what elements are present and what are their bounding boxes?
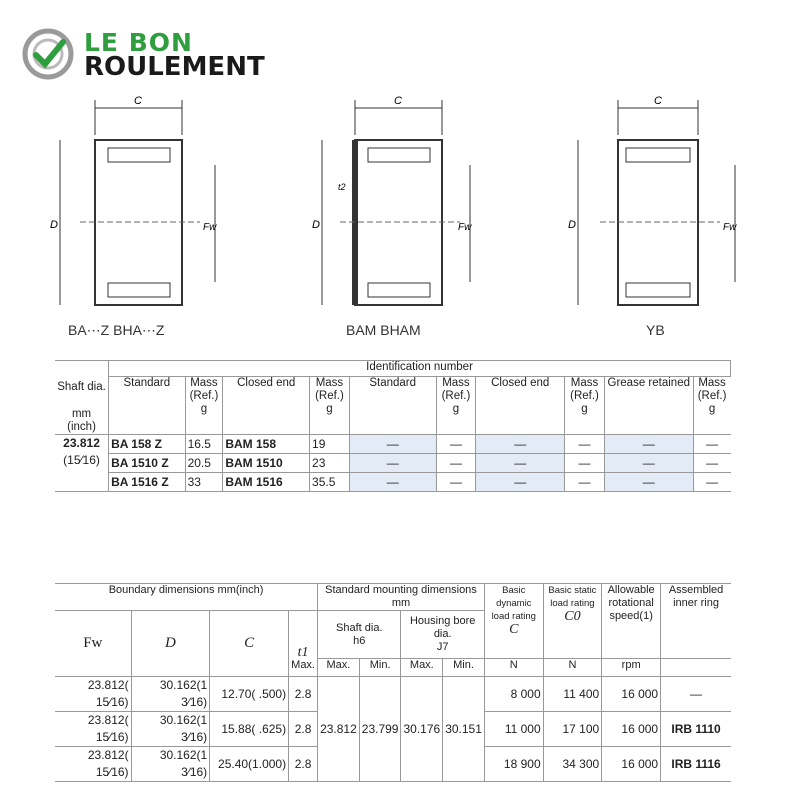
- bearing-diagram-yb: [560, 90, 760, 345]
- bearing-check-icon: [22, 28, 74, 80]
- fw-header: Fw: [55, 611, 131, 677]
- svg-text:C: C: [134, 95, 142, 107]
- table-row: 23.812( 15⁄16) 30.162(1 3⁄16) 12.70( .500) 2.8 23.812 23.799 30.176 30.151 8 000 11 400 16 000 —: [55, 677, 731, 712]
- table-row: 23.812( 15⁄16) 30.162(1 3⁄16) 25.40(1.000) 2.8 18 900 34 300 16 000 IRB 1116: [55, 747, 731, 782]
- diagram-caption-ba: BA⋯Z BHA⋯Z: [68, 322, 165, 338]
- svg-text:Fw: Fw: [203, 222, 217, 233]
- svg-text:t2: t2: [338, 182, 346, 192]
- assembled-header: Assembled inner ring: [661, 584, 731, 659]
- ident-header: Identification number: [109, 361, 731, 377]
- bearing-diagram-bam: [300, 90, 500, 345]
- d-header: D: [131, 611, 210, 677]
- logo-line1: LE BON: [84, 28, 193, 57]
- table-row: BA 1516 Z 33 BAM 1516 35.5 — — — — — —: [55, 473, 731, 492]
- bearing-diagram-ba: [40, 90, 240, 345]
- mass-header-2: Mass (Ref.) g: [310, 377, 350, 435]
- table-row: 23.812( 15⁄16) 30.162(1 3⁄16) 15.88( .625) 2.8 11 000 17 100 16 000 IRB 1110: [55, 712, 731, 747]
- t1-header: t1: [289, 611, 318, 659]
- mass-header-3: Mass (Ref.) g: [436, 377, 476, 435]
- identification-table: [55, 360, 731, 492]
- table-row: BA 1510 Z 20.5 BAM 1510 23 — — — — — —: [55, 454, 731, 473]
- diagram-caption-bam: BAM BHAM: [346, 322, 421, 338]
- shaft-dia-header: Shaft dia. mm (inch): [55, 361, 109, 435]
- boundary-dimensions-table: Boundary dimensions mm(inch) Standard mounting dimensions mm Basic dynamic load rating C Basic static load rating C0 Allowable rotational speed(1) Assembled inner ring Fw D C t1 Shaft dia. h6 Housing bore dia. J7 Max. Max. Min. Max. Min. N N rpm 23.812( 15⁄16) 30.162(1 3⁄16) 12.70( .500) 2.8 23.812 23.799 30.176 30.151 8 000 11 400 16 000 — 23.812( 15⁄16) 30.162(1 3⁄16) 15.88( .625) 2.8 11 000 17 100 16 000 IRB 1110 23.812( 15⁄16) 30.162(1 3⁄16) 25.40(1.000) 2.8 18 900 34 300 16 000 IRB 1116: [55, 583, 731, 782]
- svg-text:D: D: [50, 219, 58, 231]
- speed-header: Allowable rotational speed(1): [602, 584, 661, 659]
- shaft-dia-header: Shaft dia. h6: [318, 611, 401, 659]
- mass-header-5: Mass (Ref.) g: [693, 377, 730, 435]
- housing-header: Housing bore dia. J7: [401, 611, 484, 659]
- standard-header-2: Standard: [349, 377, 436, 435]
- svg-text:D: D: [568, 219, 576, 231]
- mounting-header: Standard mounting dimensions mm: [318, 584, 485, 611]
- mass-header-4: Mass (Ref.) g: [565, 377, 605, 435]
- mass-header: Mass (Ref.) g: [185, 377, 223, 435]
- svg-text:D: D: [312, 219, 320, 231]
- svg-text:Fw: Fw: [723, 222, 737, 233]
- table-row: 23.812 (15⁄16) BA 158 Z 16.5 BAM 158 19 — — — — — —: [55, 435, 731, 454]
- shaft-dia-value: 23.812 (15⁄16): [55, 435, 109, 492]
- logo-line2: ROULEMENT: [84, 52, 265, 82]
- stat-load-header: Basic static load rating C0: [543, 584, 602, 659]
- closed-end-header-2: Closed end: [476, 377, 565, 435]
- brand-logo: [22, 26, 302, 86]
- c-header: C: [210, 611, 289, 677]
- boundary-header: Boundary dimensions mm(inch): [55, 584, 318, 611]
- svg-text:C: C: [654, 95, 662, 107]
- svg-text:Fw: Fw: [458, 222, 472, 233]
- dyn-load-header: Basic dynamic load rating C: [484, 584, 543, 659]
- standard-header: Standard: [109, 377, 186, 435]
- svg-text:C: C: [394, 95, 402, 107]
- diagram-caption-yb: YB: [646, 322, 665, 338]
- closed-end-header: Closed end: [223, 377, 310, 435]
- grease-header: Grease retained: [604, 377, 693, 435]
